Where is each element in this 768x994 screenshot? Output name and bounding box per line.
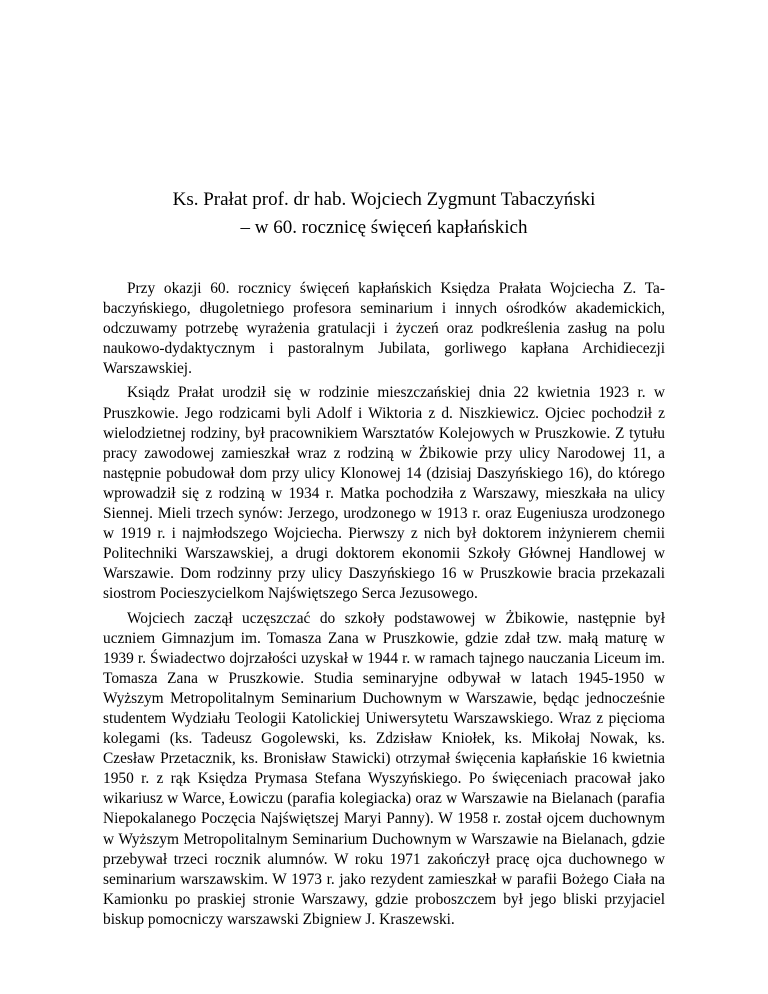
paragraph-family: Ksiądz Prałat urodził się w rodzinie mieszczańskiej dnia 22 kwietnia 1923 r. w Pruszkowie. Jego rodzicami byli Adolf i Wiktoria z d. Niszkiewicz. Ojciec pochodził z wielodzietnej rodziny, był pracownikiem Warsztatów Kolejowych w Pruszkowie. Z tytułu pracy zawodowej zamieszkał wraz z rodziną w Żbikowie przy ulicy Narodowej 11, a następnie pobudował dom przy ulicy Klonowej 14 (dzisiaj Daszyńskiego 16), do którego wprowadził się z rodziną w 1934 r. Matka pochodziła z Warszawy, mieszkała na ulicy Siennej. Mieli trzech synów: Jerzego, urodzonego w 1913 r. oraz Eugeniusza urodzonego w 1919 r. i najmłodszego Wojciecha. Pierwszy z nich był doktorem inżynierem chemii Politechniki Warszawskiej, a drugi doktorem ekonomii Szkoły Głównej Handlowej w Warszawie. Dom rodzinny przy ulicy Daszyńskiego 16 w Pruszkowie bracia przekazali siostrom Pocieszycielkom Najświętszego Serca Jezusowego.	[103, 384, 665, 603]
title-line-2: – w 60. rocznicę święceń kapłańskich	[240, 217, 528, 238]
paragraph-education-career: Wojciech zaczął uczęszczać do szkoły podstawowej w Żbikowie, następnie był uczniem Gimnazjum im. Tomasza Zana w Pruszkowie, gdzie zdał tzw. małą maturę w 1939 r. Świadectwo dojrzałości uzyskał w 1944 r. w ramach tajnego nauczania Liceum im. Tomasza Zana w Pruszkowie. Studia seminaryjne odbywał w latach 1945-1950 w Wyższym Metropolitalnym Seminarium Duchownym w Warszawie, będąc jednocześnie studentem Wydziału Teologii Katolickiej Uniwersytetu Warszawskiego. Wraz z pięcioma kolegami (ks. Tadeusz Gogolewski, ks. Zdzisław Kniołek, ks. Mikołaj Nowak, ks. Czesław Przetacznik, ks. Bronisław Stawicki) otrzymał święcenia kapłańskie 16 kwietnia 1950 r. z rąk Księdza Prymasa Stefana Wyszyńskiego. Po święceniach pracował jako wikariusz w Warce, Łowiczu (parafia kolegiacka) oraz w Warszawie na Bielanach (parafia Niepokalanego Poczęcia Najświętszej Maryi Panny). W 1958 r. został ojcem duchownym w Wyższym Metropolitalnym Seminarium Duchownym w Warszawie na Bielanach, gdzie przebywał trzeci rocznik alumnów. W roku 1971 zakończył pracę ojca duchownego w seminarium warszawskim. W 1973 r. jako rezydent zamieszkał w parafii Bożego Ciała na Kamionku po praskiej stronie Warszawy, gdzie proboszczem był jego bliski przyjaciel biskup pomocniczy warszawski Zbigniew J. Kraszewski.	[103, 609, 665, 928]
document-title	[100, 186, 668, 242]
title-line-1: Ks. Prałat prof. dr hab. Wojciech Zygmunt Tabaczyński	[172, 189, 596, 210]
article-body	[103, 279, 665, 934]
paragraph-intro: Przy okazji 60. rocznicy święceń kapłańskich Księdza Prałata Wojciecha Z. Tabaczyńskiego, długoletniego profesora seminarium i innych ośrodków akademickich, odczuwamy potrzebę wyrażenia gratulacji i życzeń oraz podkreślenia zasług na polu naukowo-dydaktycznym i pastoralnym Jubilata, gorliwego kapłana Archidiecezji Warszawskiej.	[103, 280, 665, 378]
